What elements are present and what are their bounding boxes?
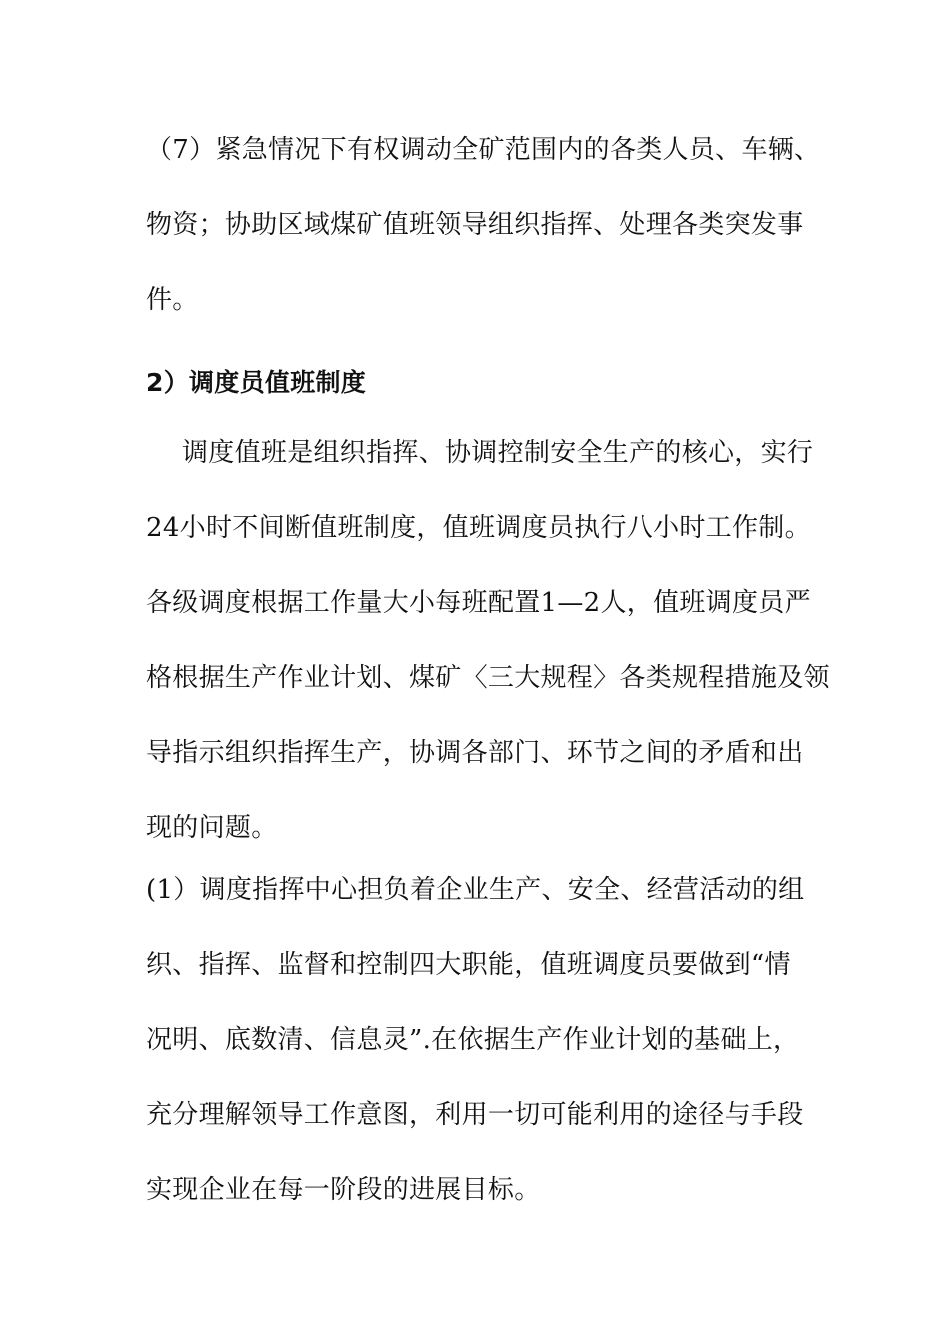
body-paragraph-line-4: 格根据生产作业计划、煤矿〈三大规程〉各类规程措施及领 [146,663,830,693]
body-paragraph-line-5: 导指示组织指挥生产，协调各部门、环节之间的矛盾和出 [146,738,804,768]
item-1-line-1: (1）调度指挥中心担负着企业生产、安全、经营活动的组 [146,875,805,905]
body-paragraph-line-1: 调度值班是组织指挥、协调控制安全生产的核心，实行 [182,438,814,468]
body-paragraph-line-3: 各级调度根据工作量大小每班配置1—2人，值班调度员严 [146,588,811,618]
body-paragraph-line-6: 现的问题。 [146,813,278,843]
paragraph-7-line-2: 物资；协助区域煤矿值班领导组织指挥、处理各类突发事 [146,210,804,240]
paragraph-7-line-1: （7）紧急情况下有权调动全矿范围内的各类人员、车辆、 [146,135,821,165]
item-1-line-4: 充分理解领导工作意图，利用一切可能利用的途径与手段 [146,1100,804,1130]
paragraph-7-line-3: 件。 [146,285,199,315]
item-1-line-3: 况明、底数清、信息灵”.在依据生产作业计划的基础上， [146,1025,800,1055]
body-paragraph-line-2: 24小时不间断值班制度，值班调度员执行八小时工作制。 [146,513,811,543]
item-1-line-5: 实现企业在每一阶段的进展目标。 [146,1175,541,1205]
section-heading: 2）调度员值班制度 [146,368,367,397]
item-1-line-2: 织、指挥、监督和控制四大职能，值班调度员要做到“情 [146,950,791,980]
